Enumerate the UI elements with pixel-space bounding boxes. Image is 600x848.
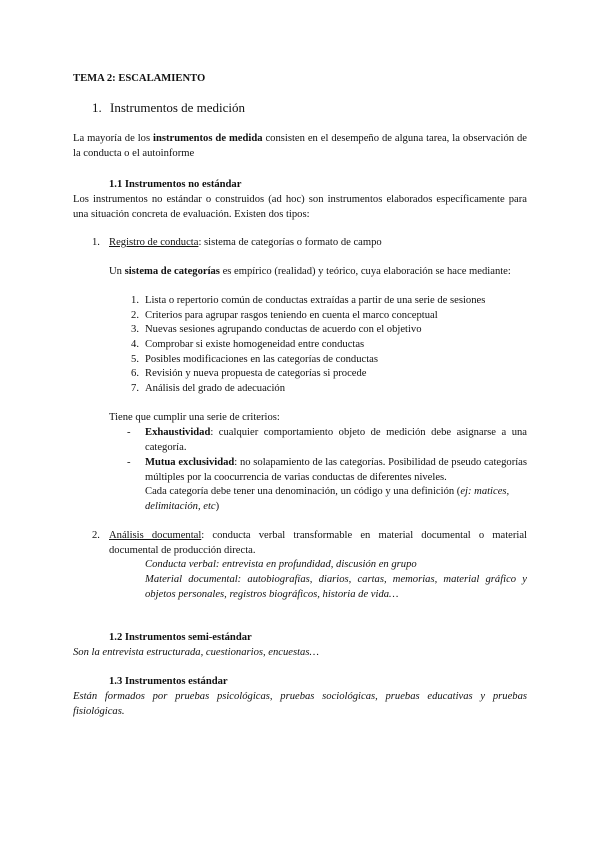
example-line-material: Material documental: autobiografías, diarios, cartas, memorias, material gráfico y objetos personales, registros biográficos, historia de vida…	[145, 574, 527, 600]
section-heading: Instrumentos de medición	[110, 100, 246, 115]
intro-paragraph: La mayoría de los instrumentos de medida consisten en el desempeño de alguna tarea, la observación de la conducta o el autoinforme	[73, 133, 527, 159]
category-system-paragraph: Un sistema de categorías es empírico (realidad) y teórico, cuya elaboración se hace mediante:	[109, 266, 511, 277]
criterion-mutua-exclusividad: Mutua exclusividad: no solapamiento de las categorías. Posibilidad de pseudo categorías múltiples por la coocurrencia de varias conductas de diferentes niveles.	[145, 457, 527, 483]
criteria-intro: Tiene que cumplir una serie de criterios:	[109, 412, 280, 423]
section-number: 1.	[92, 100, 102, 115]
item-term: Registro de conducta	[109, 237, 199, 248]
example-line-conducta: Conducta verbal: entrevista en profundidad, discusión en grupo	[145, 559, 417, 570]
list-item: 7. Análisis del grado de adecuación	[131, 383, 286, 395]
criterion-term: Mutua exclusividad	[145, 457, 235, 468]
subsection-text-1-3: Están formados por pruebas psicológicas, pruebas sociológicas, pruebas educativas y pruebas fisiológicas.	[73, 691, 527, 717]
item-term: Análisis documental	[109, 530, 202, 541]
list-item: 6. Revisión y nueva propuesta de categorías si procede	[131, 368, 367, 380]
steps-list	[127, 293, 485, 396]
criterion-term: Exhaustividad	[145, 427, 211, 438]
subsection-heading-1-2: 1.2 Instrumentos semi-estándar	[109, 632, 252, 643]
list-item: 5. Posibles modificaciones en las categorías de conductas	[131, 353, 378, 365]
criterion-note: Cada categoría debe tener una denominación, un código y una definición (ej: matices, delimitación, etc)	[145, 486, 510, 512]
list-item: 4. Comprobar si existe homogeneidad entre conductas	[131, 339, 365, 351]
document-title: TEMA 2: ESCALAMIENTO	[73, 73, 206, 84]
item-number: 2.	[92, 530, 100, 541]
bold-term: sistema de categorías	[124, 266, 220, 277]
subsection-heading-1-3: 1.3 Instrumentos estándar	[109, 676, 228, 687]
list-item: 1. Lista o repertorio común de conductas extraídas a partir de una serie de sesiones	[131, 295, 486, 306]
intro-bold-term: instrumentos de medida	[153, 133, 263, 144]
dash-bullet: -	[127, 427, 131, 438]
subsection-text-1-2: Son la entrevista estructurada, cuestionarios, encuestas…	[73, 647, 319, 658]
item-analisis-documental: Análisis documental: conducta verbal transformable en material documental o material documental de producción directa.	[109, 530, 528, 556]
subsection-text-1-1: Los instrumentos no estándar o construidos (ad hoc) son instrumentos elaborados específicamente para una situación concreta de evaluación. Existen dos tipos:	[73, 194, 527, 220]
item-number: 1.	[92, 237, 100, 248]
dash-bullet: -	[127, 457, 131, 468]
subsection-heading-1-1: 1.1 Instrumentos no estándar	[109, 179, 242, 190]
criterion-exhaustividad: Exhaustividad: cualquier comportamiento objeto de medición debe asignarse a una categoría.	[145, 427, 527, 453]
item-registro-conducta: Registro de conducta: sistema de categorías o formato de campo	[109, 237, 382, 248]
list-item: 3. Nuevas sesiones agrupando conductas de acuerdo con el objetivo	[131, 324, 422, 336]
list-item: 2. Criterios para agrupar rasgos teniendo en cuenta el marco conceptual	[131, 309, 438, 321]
